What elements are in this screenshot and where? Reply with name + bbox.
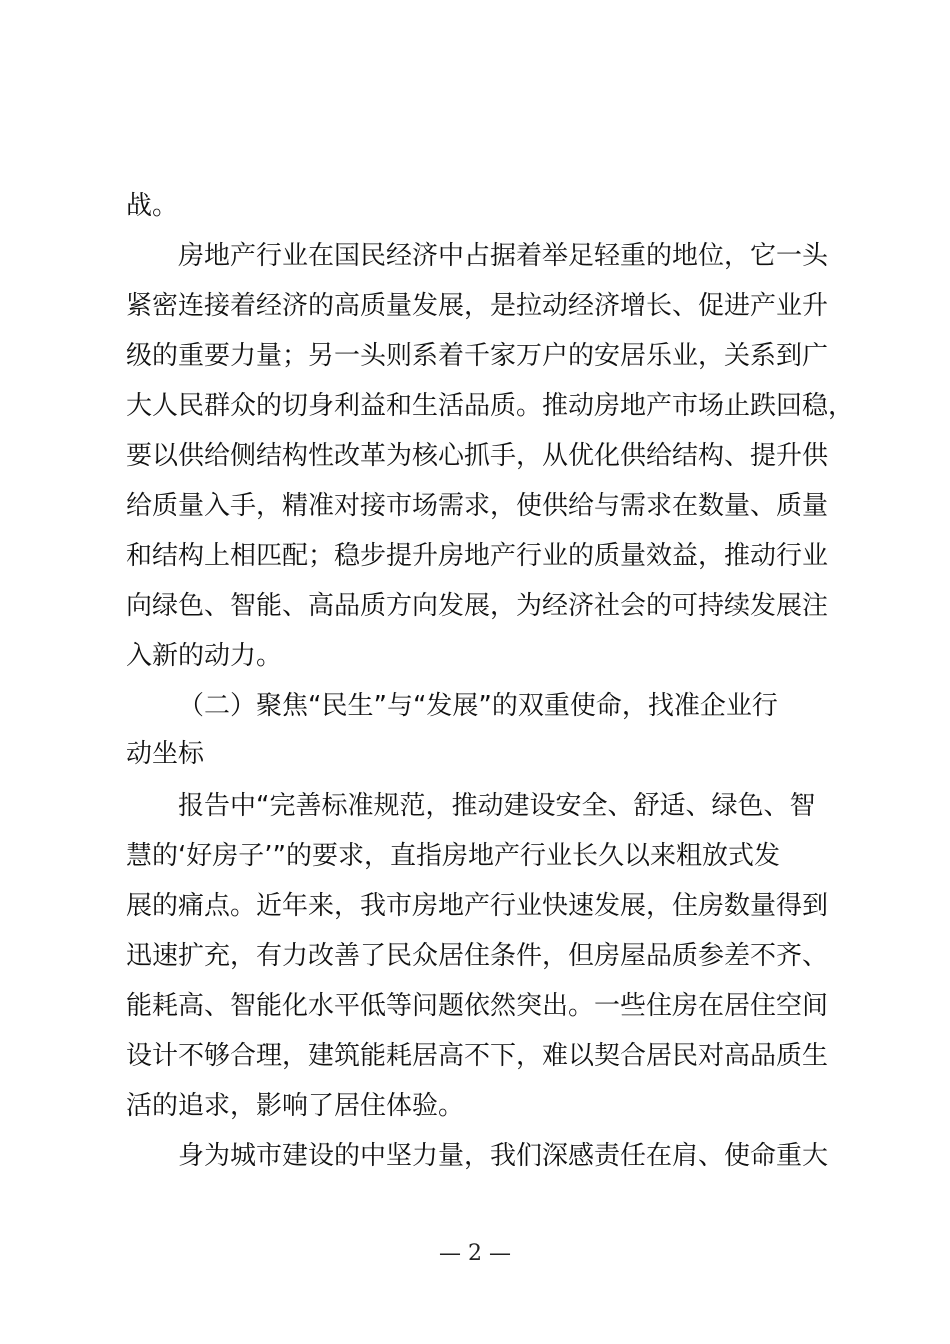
text-line-3: 紧密连接着经济的高质量发展，是拉动经济增长、促进产业升 xyxy=(126,291,829,321)
text-line-20: 身为城市建设的中坚力量，我们深感责任在肩、使命重大 xyxy=(178,1141,829,1171)
text-line-14: 慧的‘好房子’”的要求，直指房地产行业长久以来粗放式发 xyxy=(126,841,780,871)
text-line-6: 要以供给侧结构性改革为核心抓手，从优化供给结构、提升供 xyxy=(126,441,829,471)
text-line-16: 迅速扩充，有力改善了民众居住条件，但房屋品质参差不齐、 xyxy=(126,941,829,971)
text-line-15: 展的痛点。近年来，我市房地产行业快速发展，住房数量得到 xyxy=(126,891,829,921)
text-line-5: 大人民群众的切身利益和生活品质。推动房地产市场止跌回稳， xyxy=(126,391,855,421)
text-line-13: 报告中“完善标准规范，推动建设安全、舒适、绿色、智 xyxy=(178,791,816,821)
text-line-4: 级的重要力量；另一头则系着千家万户的安居乐业，关系到广 xyxy=(126,341,829,371)
text-line-10: 入新的动力。 xyxy=(126,641,283,671)
text-line-18: 设计不够合理，建筑能耗居高不下，难以契合居民对高品质生 xyxy=(126,1041,829,1071)
text-line-7: 给质量入手，精准对接市场需求，使供给与需求在数量、质量 xyxy=(126,491,829,521)
text-line-2: 房地产行业在国民经济中占据着举足轻重的地位，它一头 xyxy=(178,241,829,271)
text-line-17: 能耗高、智能化水平低等问题依然突出。一些住房在居住空间 xyxy=(126,991,829,1021)
page-number: — 2 — xyxy=(439,1241,511,1266)
text-line-8: 和结构上相匹配；稳步提升房地产行业的质量效益，推动行业 xyxy=(126,541,829,571)
document-body xyxy=(126,0,855,1230)
text-line-19: 活的追求，影响了居住体验。 xyxy=(126,1091,465,1121)
section-heading-line-1: （二）聚焦“民生”与“发展”的双重使命，找准企业行 xyxy=(178,691,778,721)
text-line-9: 向绿色、智能、高品质方向发展，为经济社会的可持续发展注 xyxy=(126,591,829,621)
text-line-1: 战。 xyxy=(126,191,179,221)
section-heading-line-2: 动坐标 xyxy=(126,739,205,769)
